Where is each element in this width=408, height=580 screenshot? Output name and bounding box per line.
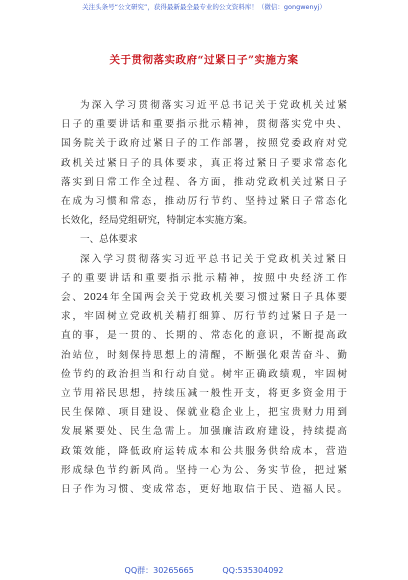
qq-group-number: QQ群：30265665 (124, 566, 194, 575)
text-line: 俭节约的政治担当和行动自觉。树牢正确政绩观，牢固树 (61, 368, 347, 380)
text-line: 落实到日常工作全过程、各方面，推动党政机关过紧日子 (61, 176, 347, 188)
text-line: 直的事，是一贯的、长期的、常态化的意识，不断提高政 (61, 330, 347, 342)
footer-contact (0, 565, 408, 576)
text-line: 形成绿色节约新风尚。坚持一心为公、务实节俭，把过紧 (61, 464, 347, 476)
text-line: 深入学习贯彻落实习近平总书记关于党政机关过紧日 (80, 253, 347, 265)
text-line: 政机关过紧日子的具体要求，真正将过紧日子要求常态化 (61, 157, 347, 169)
document-body (61, 96, 347, 499)
text-line: 政策效能，降低政府运转成本和公共服务供给成本，营造 (61, 445, 347, 457)
text-line: 立节用裕民思想，持续压减一般性开支，将更多资金用于 (61, 388, 347, 400)
text-line: 国务院关于政府过紧日子的工作部署，按照党委政府对党 (61, 138, 347, 150)
section-heading: 一、总体要求 (80, 234, 138, 246)
paragraph-overall-requirements (61, 250, 347, 500)
text-line: 日子的重要讲话和重要指示批示精神，贯彻落实党中央、 (61, 119, 347, 131)
text-line: 在成为习惯和常态，推动厉行节约、坚持过紧日子常态化 (61, 196, 347, 208)
document-title: 关于贯彻落实政府“过紧日子”实施方案 (109, 54, 299, 66)
text-line: 长效化，经局党组研究，特制定本实施方案。 (61, 215, 253, 227)
text-line: 会、2024年全国两会关于党政机关要习惯过紧日子具体要 (61, 292, 347, 304)
text-line: 为深入学习贯彻落实习近平总书记关于党政机关过紧 (80, 100, 347, 111)
text-line: 求，牢固树立党政机关精打细算、厉行节约过紧日子是一 (61, 311, 347, 323)
qq-number: QQ:535304092 (222, 566, 284, 575)
text-line: 民生保障、项目建设、保就业稳企业上，把宝贵财力用到 (61, 407, 347, 419)
text-line: 日子作为习惯、变成常态，更好地取信于民、造福人民。 (61, 484, 347, 496)
text-line: 发展紧要处、民生急需上。加强廉洁政府建设，持续提高 (61, 426, 347, 438)
top-banner: 关注头条号“公文研究”，获得最新最全最专业的公文资料库！（微信：gongwenyj） (82, 3, 326, 11)
text-line: 治站位，时刻保持思想上的清醒，不断强化艰苦奋斗、勤 (61, 349, 347, 361)
paragraph-intro (61, 96, 347, 230)
text-line: 子的重要讲话和重要指示批示精神，按照中央经济工作 (61, 272, 347, 284)
